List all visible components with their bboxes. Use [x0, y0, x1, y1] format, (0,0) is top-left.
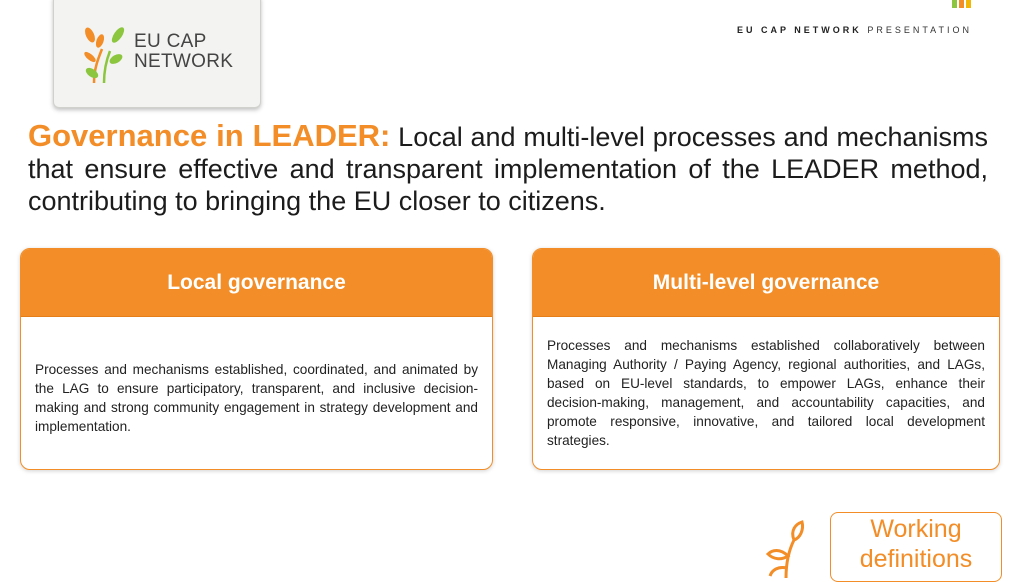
working-definitions-badge	[830, 512, 1002, 582]
local-governance-card	[20, 248, 493, 470]
definition-heading: Governance in LEADER:	[28, 118, 391, 153]
eu-cap-network-plant-mark-icon	[80, 25, 130, 85]
corner-bars-icon	[952, 0, 972, 8]
logo-line2: NETWORK	[134, 51, 234, 72]
card-description: Processes and mechanisms established, coordinated, and animated by the LAG to ensure participatory, transparent, and inclusive decision-making and strong community engagement in strategy development and implementation.	[35, 362, 478, 434]
card-description: Processes and mechanisms established collaboratively between Managing Authority / Paying Agency, regional authorities, and LAGs, based on EU-level standards, to empower LAGs, enhance their decision-making, management, and accountability capacities, and promote responsive, innovative, and tailored local development strategies.	[547, 338, 985, 448]
governance-definition	[28, 120, 988, 217]
eu-cap-network-logo	[53, 0, 261, 108]
card-title: Local governance	[21, 249, 492, 317]
header-subtitle: PRESENTATION	[867, 25, 972, 35]
multi-level-governance-card	[532, 248, 1000, 470]
sprout-icon	[764, 520, 810, 578]
card-body	[547, 317, 985, 469]
header-brand: EU CAP NETWORK	[736, 25, 862, 35]
logo-wordmark	[134, 32, 233, 72]
badge-line2: definitions	[859, 545, 973, 573]
badge-line1: Working	[870, 515, 962, 543]
definition-text: Local and multi-level processes and mechanisms that ensure effective and transparent implementation of the LEADER method, contributing to bringing the EU closer to citizens.	[28, 122, 988, 216]
card-title: Multi-level governance	[533, 249, 999, 317]
card-body	[35, 327, 478, 469]
logo-line1: EU CAP	[134, 31, 207, 52]
presentation-header	[737, 25, 972, 35]
